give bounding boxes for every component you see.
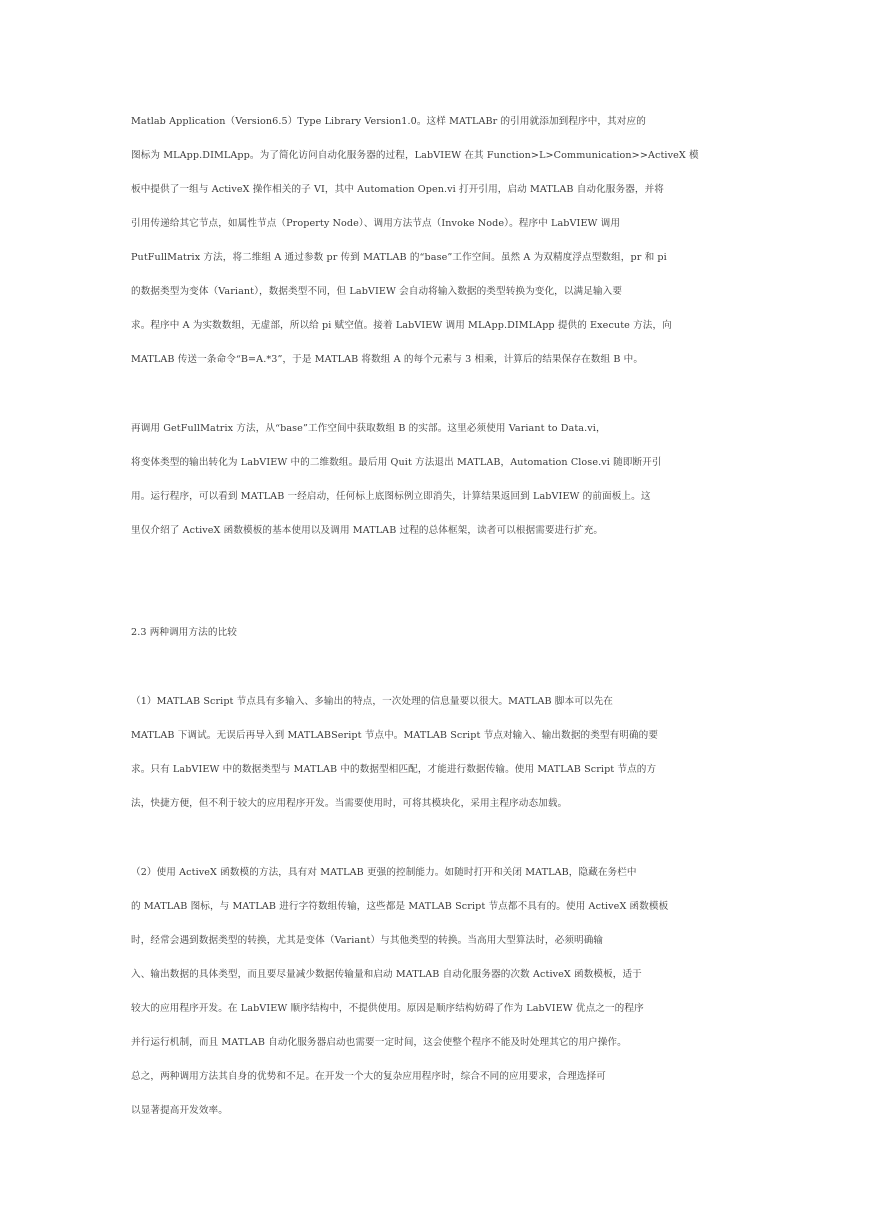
text-line: 入、输出数据的具体类型，而且要尽量减少数据传输量和启动 MATLAB 自动化服务器的次数 ActiveX 函数模板，适于 xyxy=(131,969,642,980)
text-line: 里仅介绍了 ActiveX 函数模板的基本使用以及调用 MATLAB 过程的总体框架，读者可以根据需要进行扩充。 xyxy=(131,525,604,536)
text-line: 时，经常会遇到数据类型的转换，尤其是变体（Variant）与其他类型的转换。当高用大型算法时，必须明确输 xyxy=(131,935,604,946)
text-line: 用。运行程序，可以看到 MATLAB 一经启动，任何标上底图标例立即消失，计算结果返回到 LabVIEW 的前面板上。这 xyxy=(131,491,651,502)
text-line: MATLAB 传送一条命令“B=A.*3”，于是 MATLAB 将数组 A 的每个元素与 3 相乘，计算后的结果保存在数组 B 中。 xyxy=(131,354,644,365)
text-line: 并行运行机制，而且 MATLAB 自动化服务器启动也需要一定时间，这会使整个程序不能及时处理其它的用户操作。 xyxy=(131,1037,627,1048)
text-line: 的数据类型为变体（Variant），数据类型不同，但 LabVIEW 会自动将输入数据的类型转换为变化，以满足输入要 xyxy=(131,286,623,297)
text-line: 将变体类型的输出转化为 LabVIEW 中的二维数组。最后用 Quit 方法退出 MATLAB，Automation Close.vi 随即断开引 xyxy=(131,457,662,468)
text-line: 较大的应用程序开发。在 LabVIEW 顺序结构中，不提供使用。原因是顺序结构妨碍了作为 LabVIEW 优点之一的程序 xyxy=(131,1003,644,1014)
text-line: 以显著提高开发效率。 xyxy=(131,1105,228,1116)
text-line: MATLAB 下调试。无误后再导入到 MATLABSeript 节点中。MATLAB Script 节点对输入、输出数据的类型有明确的要 xyxy=(131,730,659,741)
text-line: PutFullMatrix 方法，将二维组 A 通过参数 pr 传到 MATLAB 的“base”工作空间。虽然 A 为双精度浮点型数组，pr 和 pi xyxy=(131,252,667,263)
text-line: 图标为 MLApp.DIMLApp。为了简化访问自动化服务器的过程，LabVIEW 在其 Function>L>Communication>>ActiveX 模 xyxy=(131,150,699,161)
text-line: 再调用 GetFullMatrix 方法，从“base”工作空间中获取数组 B 的实部。这里必须使用 Variant to Data.vi， xyxy=(131,423,606,434)
text-line: 求。只有 LabVIEW 中的数据类型与 MATLAB 中的数据型相匹配，才能进行数据传输。使用 MATLAB Script 节点的方 xyxy=(131,764,657,775)
text-line: 板中提供了一组与 ActiveX 操作相关的子 VI，其中 Automation Open.vi 打开引用，启动 MATLAB 自动化服务器，并将 xyxy=(131,184,664,195)
text-line: 的 MATLAB 图标，与 MATLAB 进行字符数组传输，这些都是 MATLAB Script 节点都不具有的。使用 ActiveX 函数模板 xyxy=(131,901,669,912)
text-line: Matlab Application（Version6.5）Type Library Version1.0。这样 MATLABr 的引用就添加到程序中，其对应的 xyxy=(131,116,646,127)
section-heading: 2.3 两种调用方法的比较 xyxy=(131,627,237,638)
text-line: 法，快捷方便，但不利于较大的应用程序开发。当需要使用时，可将其模块化，采用主程序动态加载。 xyxy=(131,798,568,809)
text-line: 引用传递给其它节点，如属性节点（Property Node）、调用方法节点（Invoke Node）。程序中 LabVIEW 调用 xyxy=(131,218,621,229)
text-line: （2）使用 ActiveX 函数模的方法，具有对 MATLAB 更强的控制能力。如随时打开和关闭 MATLAB，隐藏在务栏中 xyxy=(131,867,637,878)
text-line: （1）MATLAB Script 节点具有多输入、多输出的特点，一次处理的信息量要以很大。MATLAB 脚本可以先在 xyxy=(131,696,613,707)
text-line: 总之，两种调用方法其自身的优势和不足。在开发一个大的复杂应用程序时，综合不同的应用要求，合理选择可 xyxy=(131,1071,606,1082)
text-line: 求。程序中 A 为实数数组，无虚部，所以给 pi 赋空值。接着 LabVIEW 调用 MLApp.DIMLApp 提供的 Execute 方法，向 xyxy=(131,320,672,331)
